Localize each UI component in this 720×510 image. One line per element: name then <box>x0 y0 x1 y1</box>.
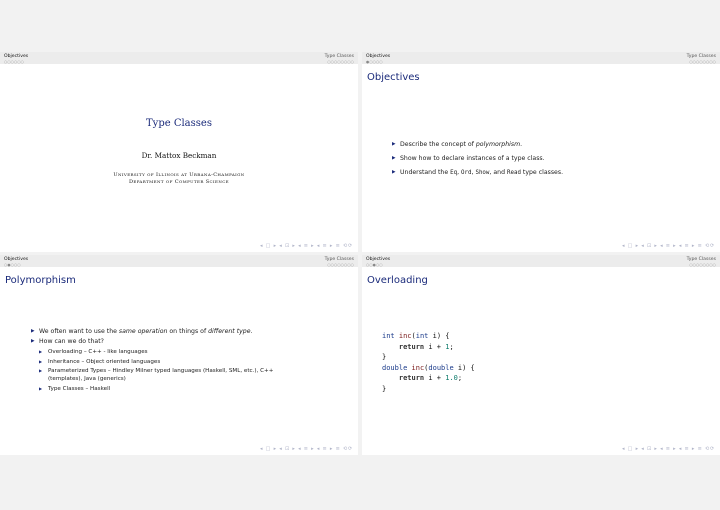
progress-dots: ○○●○○ <box>366 263 383 267</box>
list-item: ▶ Describe the concept of polymorphism. <box>392 141 523 148</box>
list-item: ▶ We often want to use the same operation on things of different type. <box>31 328 253 335</box>
progress-dots: ○●○○○ <box>4 263 21 267</box>
progress-dots: ○○○○○○○○ <box>689 263 716 267</box>
bullet-triangle-icon: ▶ <box>392 142 396 147</box>
header-section-type-classes[interactable]: Type Classes ○○○○○○○○ <box>686 54 716 64</box>
slide-header <box>0 255 358 267</box>
list-item: ▶ How can we do that? ▶ Overloading – C++ - like languages ▶ Inheritance – Object oriented languages ▶ Parameterized Types – Hindley Milner typed languages (Haskell, SML, etc.), C++ (templates), Java (generics) ▶ Type Classes – Haskell <box>31 338 303 393</box>
bullet-triangle-icon: ▶ <box>39 358 43 364</box>
progress-dots: ○○○○○○○○ <box>327 263 354 267</box>
sub-list-item: ▶ Inheritance – Object oriented languages <box>39 358 161 365</box>
header-section-objectives[interactable]: Objectives ●○○○○ <box>366 54 391 64</box>
sub-list-item: ▶ Parameterized Types – Hindley Milner typed languages (Haskell, SML, etc.), C++ (templates), Java (generics) <box>39 368 274 383</box>
progress-dots: ●○○○○ <box>366 60 383 64</box>
slide-header <box>0 52 358 64</box>
sub-list-item: ▶ Type Classes – Haskell <box>39 385 111 392</box>
progress-dots: ○○○○○○○○ <box>327 60 354 64</box>
slide-overloading <box>362 255 720 455</box>
author-name: Dr. Mattox Beckman <box>141 151 217 160</box>
slide-polymorphism <box>0 255 358 455</box>
bullet-triangle-icon: ▶ <box>31 339 35 344</box>
header-section-type-classes[interactable]: Type Classes ○○○○○○○○ <box>324 257 354 267</box>
beamer-nav-symbols[interactable]: ◂ □ ▸ ◂ ⊡ ▸ ◂ ≡ ▸ ◂ ≡ ▸ ≡ ⟲⟳ <box>259 446 353 452</box>
bullet-triangle-icon: ▶ <box>392 156 396 161</box>
objectives-list <box>392 141 563 183</box>
bullet-triangle-icon: ▶ <box>39 386 43 392</box>
slide-header <box>362 52 720 64</box>
bullet-triangle-icon: ▶ <box>39 349 43 355</box>
header-section-type-classes[interactable]: Type Classes ○○○○○○○○ <box>686 257 716 267</box>
polymorphism-list <box>31 328 303 396</box>
code-block: int inc(int i) { return i + 1; } double inc(double i) { return i + 1.0; } <box>382 332 475 393</box>
header-section-objectives[interactable]: Objectives ○●○○○ <box>4 257 29 267</box>
header-section-objectives[interactable]: Objectives ○○●○○ <box>366 257 391 267</box>
presentation-title: Type Classes <box>146 118 212 129</box>
header-section-type-classes[interactable]: Type Classes ○○○○○○○○ <box>324 54 354 64</box>
department: Department of Computer Science <box>128 179 230 185</box>
slide-objectives <box>362 52 720 252</box>
bullet-triangle-icon: ▶ <box>31 329 35 334</box>
beamer-nav-symbols[interactable]: ◂ □ ▸ ◂ ⊡ ▸ ◂ ≡ ▸ ◂ ≡ ▸ ≡ ⟲⟳ <box>259 243 353 249</box>
slide-title <box>0 52 358 252</box>
beamer-nav-symbols[interactable]: ◂ □ ▸ ◂ ⊡ ▸ ◂ ≡ ▸ ◂ ≡ ▸ ≡ ⟲⟳ <box>621 243 715 249</box>
bullet-triangle-icon: ▶ <box>39 368 43 374</box>
bullet-triangle-icon: ▶ <box>392 170 396 175</box>
sub-list-item: ▶ Overloading – C++ - like languages <box>39 349 148 355</box>
header-section-objectives[interactable]: Objectives ○○○○○○ <box>4 54 29 64</box>
slide-title-text: Polymorphism <box>5 275 76 286</box>
list-item: ▶ Understand the Eq, Ord, Show, and Read type classes. <box>392 169 564 176</box>
slide-title-text: Objectives <box>367 72 420 83</box>
slide-header <box>362 255 720 267</box>
institution: University of Illinois at Urbana-Champaign <box>113 172 245 178</box>
beamer-nav-symbols[interactable]: ◂ □ ▸ ◂ ⊡ ▸ ◂ ≡ ▸ ◂ ≡ ▸ ≡ ⟲⟳ <box>621 446 715 452</box>
progress-dots: ○○○○○○ <box>4 60 25 64</box>
list-item: ▶ Show how to declare instances of a type class. <box>392 155 545 162</box>
progress-dots: ○○○○○○○○ <box>689 60 716 64</box>
slide-title-text: Overloading <box>367 275 428 286</box>
sub-list <box>39 348 303 393</box>
